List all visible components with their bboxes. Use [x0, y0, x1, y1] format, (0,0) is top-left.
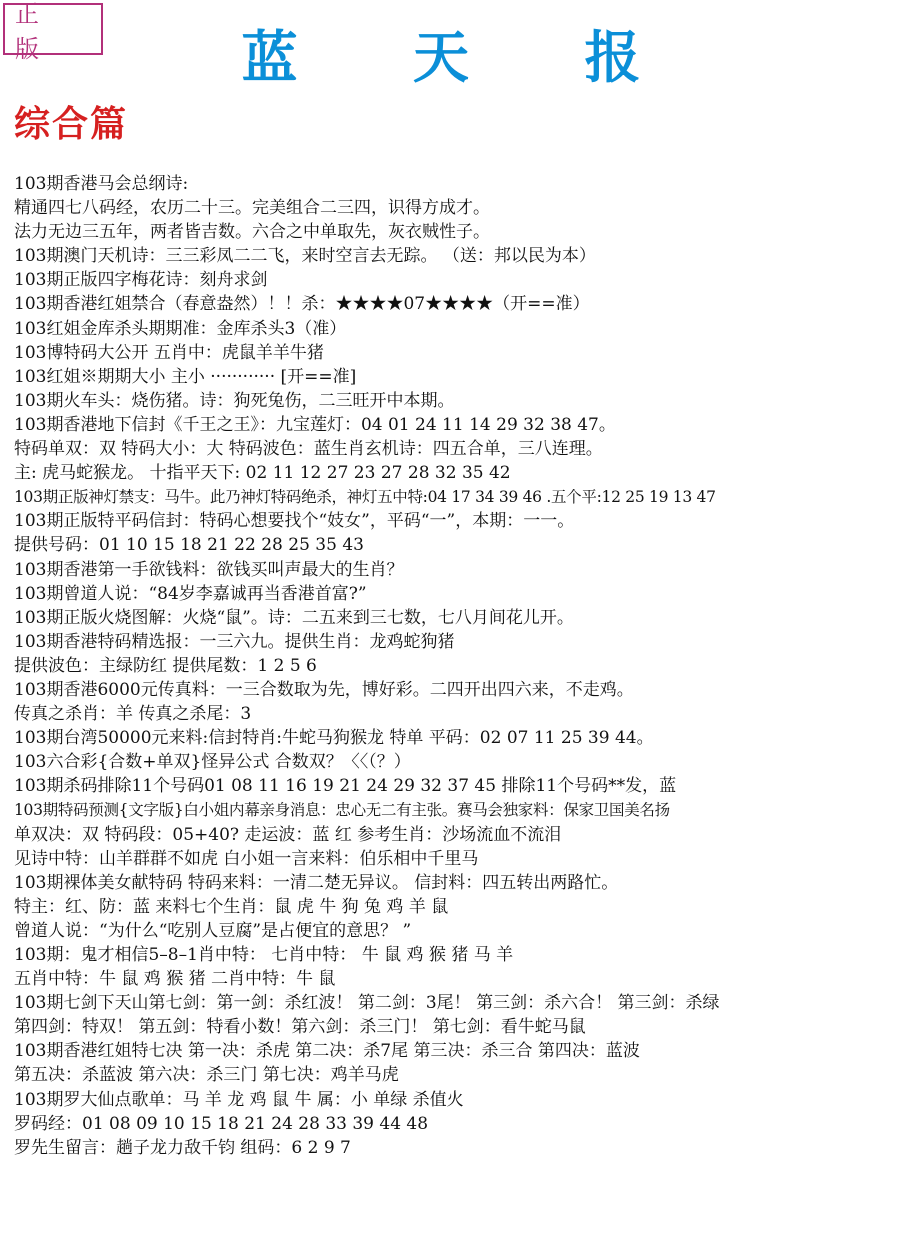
text-line: 第五决：杀蓝波 第六决：杀三门 第七决：鸡羊马虎 — [14, 1065, 399, 1086]
text-line: 103期正版火烧图解：火烧“鼠”。诗：二五来到三七数，七八月间花儿开。 — [14, 607, 574, 628]
text-line: 特码单双：双 特码大小：大 特码波色：蓝生肖玄机诗：四五合单，三八连理。 — [14, 439, 603, 460]
text-line: 103期七剑下天山第七剑：第一剑：杀红波！ 第二剑：3尾！ 第三剑：杀六合！ 第三剑：杀绿 — [14, 993, 720, 1014]
zhengban-stamp: 正 版 — [3, 3, 103, 55]
text-line: 见诗中特：山羊群群不如虎 白小姐一言来料：伯乐相中千里马 — [14, 848, 479, 869]
article-body — [14, 172, 894, 1160]
text-line: 法力无边三五年，两者皆吉数。六合之中单取先，灰衣贼性子。 — [14, 222, 490, 243]
text-line: 103期香港特码精选报：一三六九。提供生肖：龙鸡蛇狗猪 — [14, 631, 455, 652]
text-line: 103期：鬼才相信5–8–1肖中特： 七肖中特： 牛 鼠 鸡 猴 猪 马 羊 — [14, 945, 514, 965]
text-line: 103期杀码排除11个号码01 08 11 16 19 21 24 29 32 37 45 排除11个号码**发，蓝 — [14, 776, 677, 797]
text-line: 103期正版特平码信封：特码心想要找个“妓女”，平码“一”，本期：一一。 — [14, 511, 575, 532]
text-line: 特主：红、防：蓝 来料七个生肖：鼠 虎 牛 狗 兔 鸡 羊 鼠 — [14, 896, 449, 917]
text-line: 103博特码大公开 五肖中：虎鼠羊羊牛猪 — [14, 342, 324, 363]
text-line: 103期香港第一手欲钱料：欲钱买叫声最大的生肖？ — [14, 559, 404, 580]
text-line: 103期澳门天机诗：三三彩凤二二飞，来时空言去无踪。 （送：邦以民为本） — [14, 246, 596, 267]
text-line: 提供波色：主绿防红 提供尾数：1 2 5 6 — [14, 655, 317, 676]
text-line: 传真之杀肖：羊 传真之杀尾：3 — [14, 704, 252, 725]
text-line: 第四剑：特双！ 第五剑：特看小数！第六剑：杀三门！ 第七剑：看牛蛇马鼠 — [14, 1017, 586, 1038]
text-line: 103期罗大仙点歌单：马 羊 龙 鸡 鼠 牛 属：小 单绿 杀值火 — [14, 1089, 464, 1110]
text-line: 五肖中特：牛 鼠 鸡 猴 猪 二肖中特：牛 鼠 — [14, 969, 336, 990]
text-line: 主: 虎马蛇猴龙。 十指平天下: 02 11 12 27 23 27 28 32 35 42 — [14, 463, 511, 484]
text-line: 103六合彩{合数+单双}怪异公式 合数双？〈〈（？） — [14, 752, 411, 773]
text-line: 曾道人说：“为什么“吃别人豆腐”是占便宜的意思？ ” — [14, 920, 412, 941]
text-line: 103期香港马会总纲诗: — [14, 174, 189, 194]
text-line: 罗先生留言：趟子龙力敌千钧 组码：6 2 9 7 — [14, 1137, 351, 1158]
text-line: 103红姐※期期大小 主小 ············ [开==准] — [14, 366, 357, 387]
text-line: 精通四七八码经，农历二十三。完美组合二三四，识得方成才。 — [14, 198, 490, 219]
text-line: 103期香港红姐特七决 第一决：杀虎 第二决：杀7尾 第三决：杀三合 第四决：蓝波 — [14, 1041, 640, 1062]
text-line: 103期火车头：烧伤猪。诗：狗死兔伤，二三旺开中本期。 — [14, 390, 455, 411]
text-line: 提供号码：01 10 15 18 21 22 28 25 35 43 — [14, 535, 364, 556]
newspaper-masthead: 蓝 天 报 — [241, 25, 689, 91]
text-line: 103期特码预测{文字版}白小姐内幕亲身消息：忠心无二有主张。赛马会独家料：保家卫国美名扬 — [14, 801, 670, 820]
text-line: 103期台湾50000元来料:信封特肖:牛蛇马狗猴龙 特单 平码：02 07 11 25 39 44。 — [14, 728, 654, 749]
text-line: 103期曾道人说：“84岁李嘉诚再当香港首富?” — [14, 583, 367, 604]
text-line: 103期正版四字梅花诗：刻舟求剑 — [14, 270, 268, 291]
text-line: 单双决：双 特码段：05+40? 走运波：蓝 红 参考生肖：沙场流血不流泪 — [14, 824, 562, 845]
text-line: 103期香港6000元传真料：一三合数取为先，博好彩。二四开出四六来，不走鸡。 — [14, 679, 634, 700]
section-title: 综合篇 — [14, 103, 129, 145]
text-line: 103期香港红姐禁合（春意盎然）！！杀：★★★★07★★★★（开==准） — [14, 294, 590, 315]
text-line: 103红姐金库杀头期期准：金库杀头3（准） — [14, 318, 347, 339]
text-line: 103期正版神灯禁支：马牛。此乃神灯特码绝杀，神灯五中特:04 17 34 39 46 .五个平:12 25 19 13 47 — [14, 488, 716, 507]
text-line: 103期香港地下信封《千王之王》：九宝莲灯：04 01 24 11 14 29 32 38 47。 — [14, 414, 616, 435]
text-line: 103期裸体美女献特码 特码来料：一清二楚无异议。 信封料：四五转出两路忙。 — [14, 872, 619, 893]
text-line: 罗码经：01 08 09 10 15 18 21 24 28 33 39 44 48 — [14, 1113, 429, 1134]
